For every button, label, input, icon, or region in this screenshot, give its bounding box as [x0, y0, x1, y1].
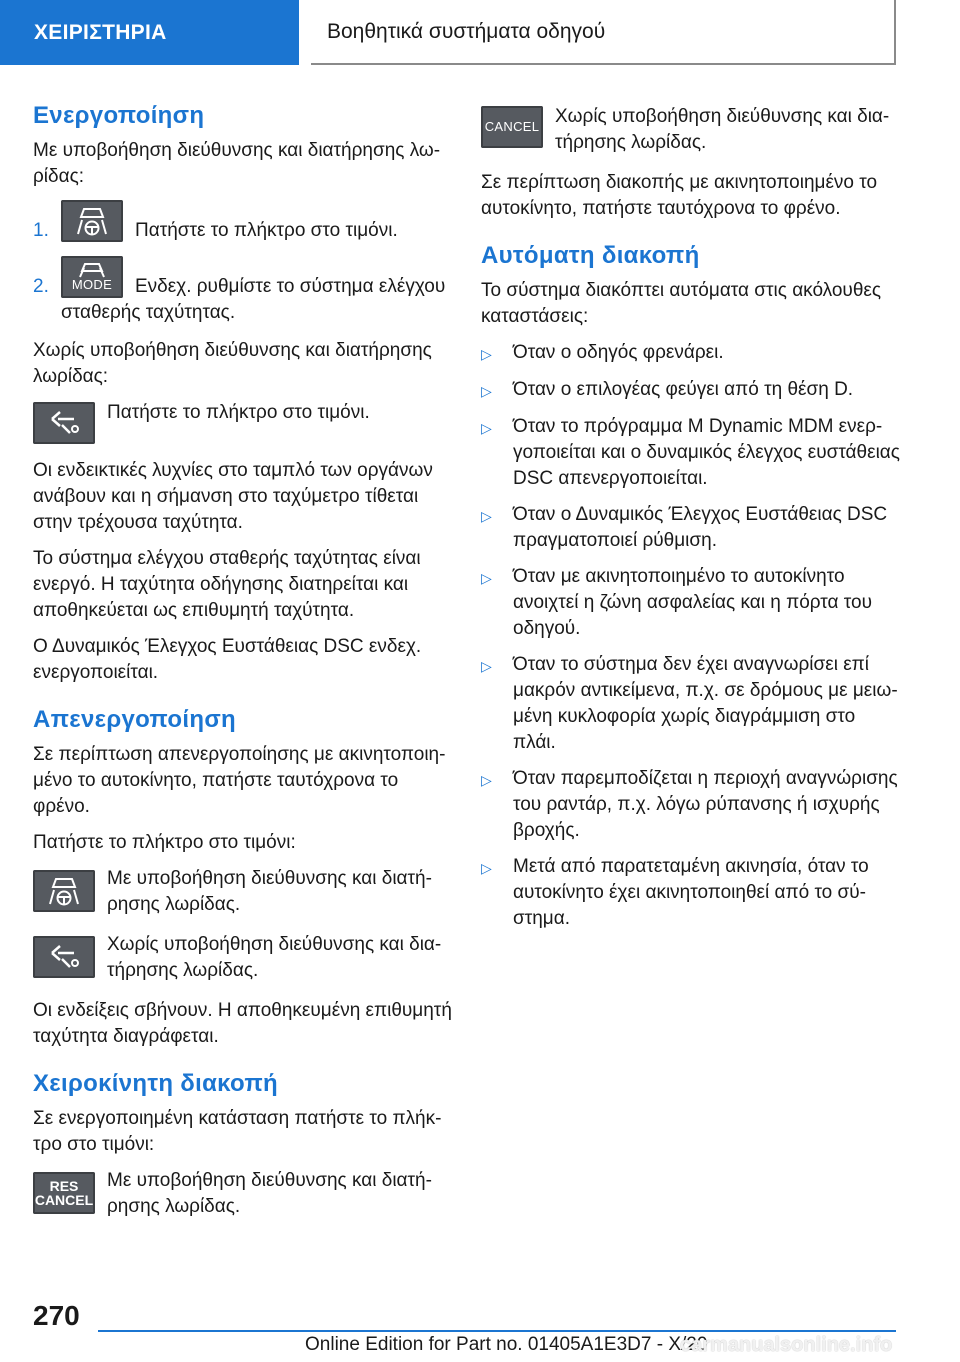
lane-assist-button-icon: [33, 870, 95, 912]
res-label: RES: [49, 1178, 79, 1194]
left-column: [33, 100, 453, 1234]
bullet-icon: ▷: [481, 570, 492, 586]
activation-without-row: [33, 400, 453, 444]
list-item-text: Όταν με ακινητοποιημένο το αυτοκίνητο ανοιχτεί η ζώνη ασφαλείας και η πόρτα του οδηγού.: [513, 566, 872, 639]
bullet-icon: ▷: [481, 383, 492, 399]
heading-activation: Ενεργοποίηση: [33, 102, 205, 129]
bullet-icon: ▷: [481, 772, 492, 788]
list-item-text: Μετά από παρατεταμένη ακινησία, όταν το αυτοκίνητο έχει ακινητοποιηθεί από το σύστημα.: [513, 856, 869, 929]
header-section-label: ΧΕΙΡΙΣΤΗΡΙΑ: [34, 20, 167, 44]
heading-deactivation: Απενεργοποίηση: [33, 706, 236, 733]
deactivation-with-row: [33, 866, 453, 918]
list-item: [481, 766, 901, 844]
bullet-icon: ▷: [481, 658, 492, 674]
cancel-text: Χωρίς υποβοήθηση διεύθυνσης και διατήρησης λωρίδας.: [555, 106, 890, 153]
manual-p1: Σε ενεργοποιημένη κατάσταση πατήστε το πλήκτρο στο τιμόνι:: [33, 1108, 442, 1155]
list-item-text: Όταν ο επιλογέας φεύγει από τη θέση D.: [513, 379, 854, 400]
list-item: [481, 854, 901, 932]
heading-auto: Αυτόματη διακοπή: [481, 242, 700, 269]
list-item: [481, 652, 901, 756]
auto-section: [481, 240, 901, 932]
step-2: [33, 256, 453, 326]
watermark: carmanualsonline.info: [680, 1334, 893, 1356]
step-text: Πατήστε το πλήκτρο στο τιμόνι.: [135, 220, 398, 241]
header-section: [0, 0, 299, 65]
res-cancel-button-icon: [33, 1172, 95, 1214]
activation-without-label: Χωρίς υποβοήθηση διεύθυνσης και διατήρησης λωρίδας:: [33, 340, 432, 387]
cruise-control-button-icon: [33, 936, 95, 978]
page-number: 270: [33, 1300, 80, 1331]
auto-intro: Το σύστημα διακόπτει αυτόματα στις ακόλουθες καταστάσεις:: [481, 280, 882, 327]
step-number: 1.: [33, 220, 49, 241]
list-item: [481, 564, 901, 642]
list-item-text: Όταν παρεμποδίζεται η περιοχή αναγνώρισης του ραντάρ, π.χ. λόγω ρύπανσης ή ισχυρής βροχής.: [513, 768, 898, 841]
deactivation-section: [33, 704, 453, 1050]
manual-res-row: [33, 1168, 453, 1220]
deactivation-p2: Πατήστε το πλήκτρο στο τιμόνι:: [33, 832, 296, 853]
step-1: [33, 200, 453, 244]
header-title: [311, 0, 896, 65]
activation-intro: Με υποβοήθηση διεύθυνσης και διατήρησης λωρίδας:: [33, 140, 441, 187]
cruise-control-button-icon: [33, 402, 95, 444]
list-item: [481, 414, 901, 492]
manual-section: [33, 1068, 453, 1220]
cancel-button-label: CANCEL: [484, 119, 540, 134]
bullet-icon: ▷: [481, 346, 492, 362]
bullet-icon: ▷: [481, 420, 492, 436]
step-number: 2.: [33, 276, 49, 297]
header-title-label: Βοηθητικά συστήματα οδηγού: [327, 19, 606, 43]
list-item-text: Όταν ο Δυναμικός Έλεγχος Ευστάθειας DSC πραγματοποιεί ρύθμιση.: [513, 504, 888, 551]
lane-assist-button-icon: [61, 200, 123, 242]
cancel-label: CANCEL: [34, 1192, 94, 1208]
deactivation-p1: Σε περίπτωση απενεργοποίησης με ακινητοποιημένο το αυτοκίνητο, πατήστε ταυτόχρονα το φρένο.: [33, 744, 446, 817]
list-item: [481, 502, 901, 554]
cancel-button-icon: [481, 106, 543, 148]
footer-edition: Online Edition for Part no. 01405A1E3D7 - X/20: [305, 1334, 708, 1355]
activation-p3: Ο Δυναμικός Έλεγχος Ευστάθειας DSC ενδεχ. ενεργοποιείται.: [33, 636, 422, 683]
activation-without-text: Πατήστε το πλήκτρο στο τιμόνι.: [107, 402, 370, 423]
step-body: [61, 200, 453, 244]
step-body: [61, 256, 453, 326]
activation-p1: Οι ενδεικτικές λυχνίες στο ταμπλό των οργάνων ανάβουν και η σήμανση στο ταχύμετρο τίθεται στην τρέχουσα ταχύτητα.: [33, 460, 433, 533]
deactivation-without-text: Χωρίς υποβοήθηση διεύθυνσης και διατήρησης λωρίδας.: [107, 934, 442, 981]
manual-res-text: Με υποβοήθηση διεύθυνσης και διατήρησης λωρίδας.: [107, 1170, 432, 1217]
list-item-text: Όταν το σύστημα δεν έχει αναγνωρίσει επί μακρόν αντικείμενα, π.χ. σε δρόμους με μειωμένη κυκλοφορία χωρίς διαγράμμιση στο πλάι.: [513, 654, 898, 753]
footer-divider: [98, 1330, 896, 1332]
list-item: [481, 340, 901, 367]
mode-button-icon: [61, 256, 123, 298]
list-item: [481, 377, 901, 404]
deactivation-without-row: [33, 932, 453, 984]
right-column: [481, 104, 901, 942]
heading-manual: Χειροκίνητη διακοπή: [33, 1070, 278, 1097]
mode-button-label: MODE: [71, 277, 113, 292]
auto-bullet-list: [481, 340, 901, 932]
cancel-row: [481, 104, 901, 156]
activation-p2: Το σύστημα ελέγχου σταθερής ταχύτητας είναι ενεργό. Η ταχύτητα οδήγησης διατηρείται και αποθηκεύεται ως επιθυμητή ταχύτητα.: [33, 548, 421, 621]
list-item-text: Όταν το πρόγραμμα M Dynamic MDM ενεργοποιείται και ο δυναμικός έλεγχος ευστάθειας DSC απενεργοποιείται.: [513, 416, 900, 489]
bullet-icon: ▷: [481, 508, 492, 524]
right-p1: Σε περίπτωση διακοπής με ακινητοποιημένο το αυτοκίνητο, πατήστε ταυτόχρονα το φρένο.: [481, 172, 878, 219]
deactivation-p3: Οι ενδείξεις σβήνουν. Η αποθηκευμένη επιθυμητή ταχύτητα διαγράφεται.: [33, 1000, 452, 1047]
list-item-text: Όταν ο οδηγός φρενάρει.: [513, 342, 724, 363]
step-text: Ενδεχ. ρυθμίστε το σύστημα ελέγχου σταθερής ταχύτητας.: [61, 276, 446, 323]
bullet-icon: ▷: [481, 860, 492, 876]
deactivation-with-text: Με υποβοήθηση διεύθυνσης και διατήρησης λωρίδας.: [107, 868, 432, 915]
